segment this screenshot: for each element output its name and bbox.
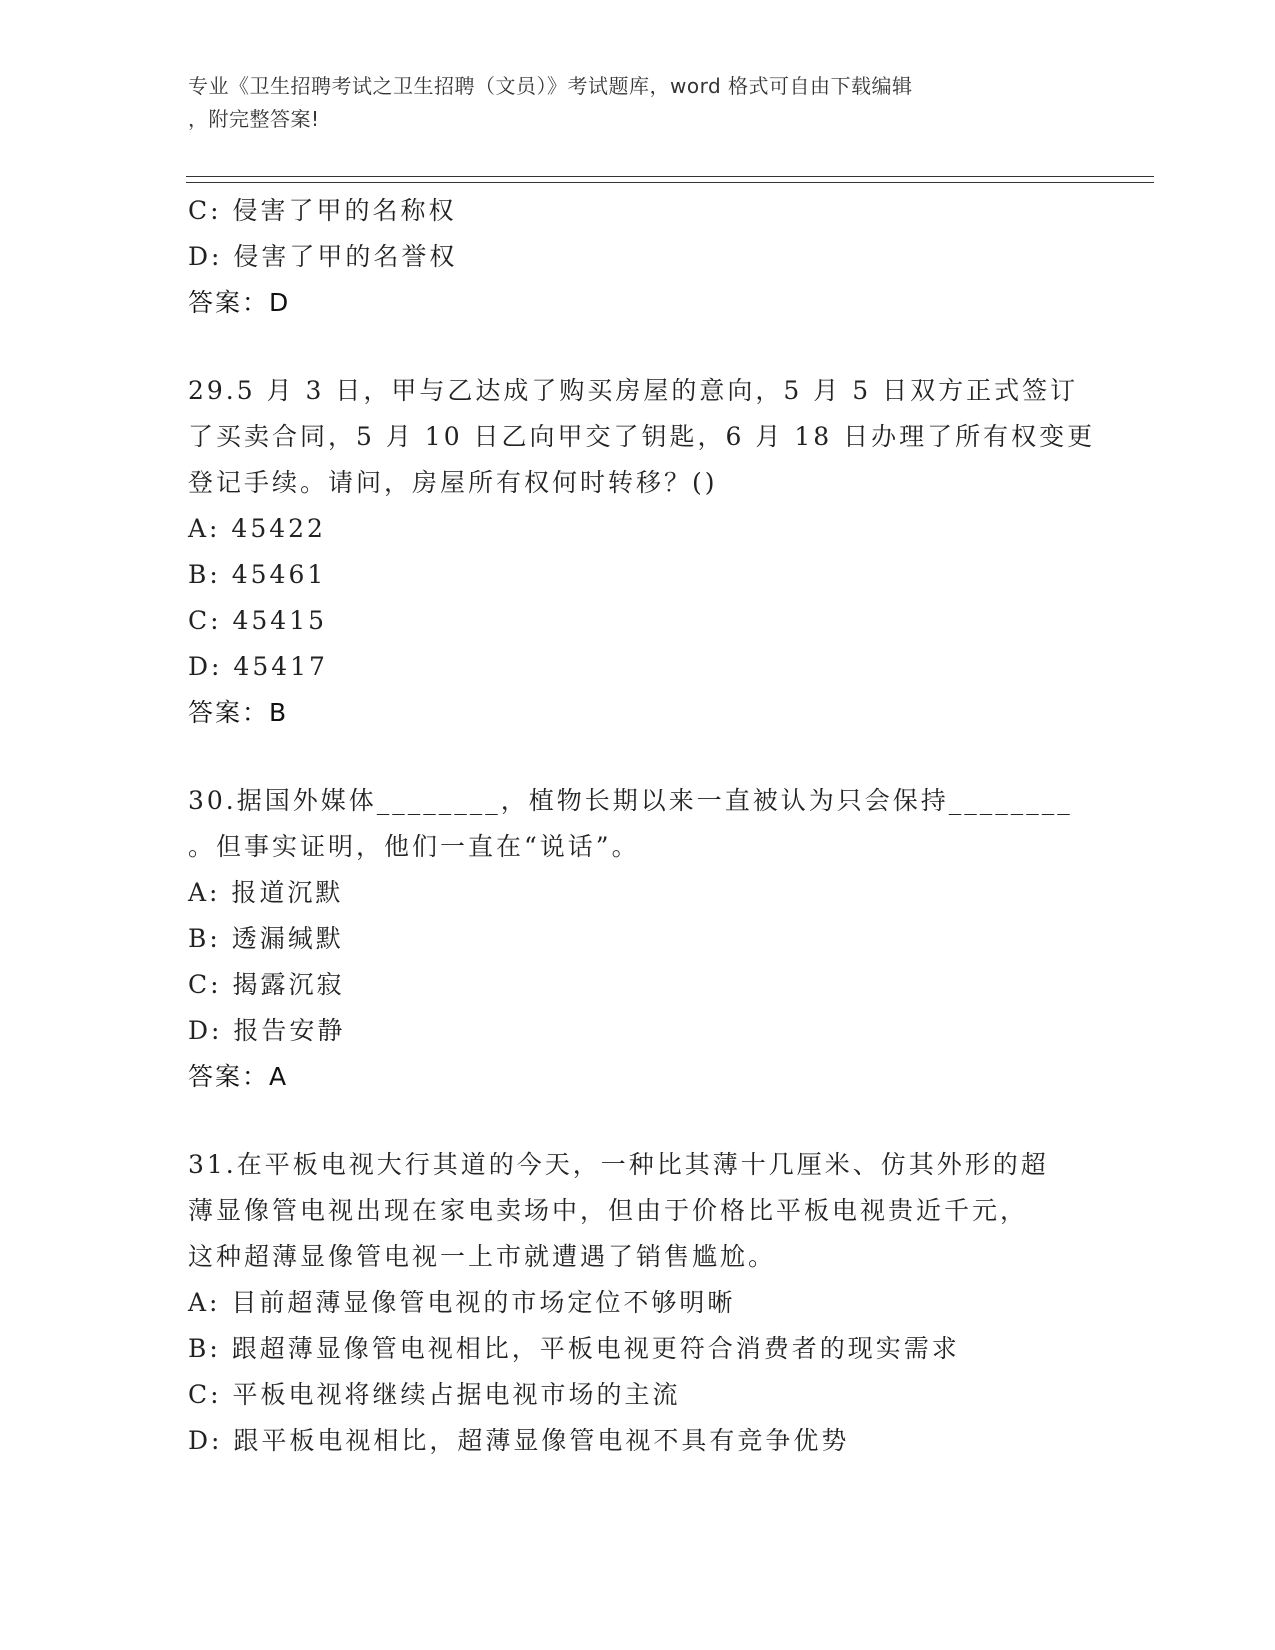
question-text-line: 登记手续。请问，房屋所有权何时转移？() xyxy=(188,468,718,497)
header-rule-top xyxy=(186,176,1154,177)
question-text-line: 29.5 月 3 日，甲与乙达成了购买房屋的意向，5 月 5 日双方正式签订 xyxy=(188,376,1079,405)
question-31 xyxy=(188,1142,1088,1464)
question-text-line: 薄显像管电视出现在家电卖场中，但由于价格比平板电视贵近千元， xyxy=(188,1196,1029,1225)
question-text-line: 30.据国外媒体________，植物长期以来一直被认为只会保持________ xyxy=(188,786,1073,815)
header-rule-bottom xyxy=(186,182,1154,183)
option-c: C: 平板电视将继续占据电视市场的主流 xyxy=(188,1380,681,1409)
spacer xyxy=(188,736,1088,778)
option-c: C: 45415 xyxy=(188,606,328,635)
option-a: A: 45422 xyxy=(188,514,326,543)
previous-question-tail xyxy=(188,188,1088,326)
option-d: D: 跟平板电视相比，超薄显像管电视不具有竞争优势 xyxy=(188,1426,850,1455)
option-b: B: 45461 xyxy=(188,560,327,589)
option-d: D: 侵害了甲的名誉权 xyxy=(188,242,458,271)
question-text-line: 31.在平板电视大行其道的今天，一种比其薄十几厘米、仿其外形的超 xyxy=(188,1150,1049,1179)
question-29 xyxy=(188,368,1096,736)
option-c: C: 侵害了甲的名称权 xyxy=(188,196,457,225)
document-header xyxy=(188,70,1068,136)
answer-label: 答案：B xyxy=(188,698,289,727)
option-d: D: 报告安静 xyxy=(188,1016,346,1045)
option-a: A: 报道沉默 xyxy=(188,878,344,907)
question-text-line: 这种超薄显像管电视一上市就遭遇了销售尴尬。 xyxy=(188,1242,777,1271)
answer-label: 答案：D xyxy=(188,288,291,317)
option-b: B: 透漏缄默 xyxy=(188,924,344,953)
question-text-line: 。但事实证明，他们一直在“说话”。 xyxy=(188,832,640,861)
option-b: B: 跟超薄显像管电视相比，平板电视更符合消费者的现实需求 xyxy=(188,1334,960,1363)
option-c: C: 揭露沉寂 xyxy=(188,970,345,999)
document-body xyxy=(188,188,1096,1464)
spacer xyxy=(188,326,1088,368)
question-text-line: 了买卖合同，5 月 10 日乙向甲交了钥匙，6 月 18 日办理了所有权变更 xyxy=(188,422,1096,451)
header-line-2: ，附完整答案! xyxy=(188,107,320,131)
answer-label: 答案：A xyxy=(188,1062,289,1091)
spacer xyxy=(188,1100,1088,1142)
option-a: A: 目前超薄显像管电视的市场定位不够明晰 xyxy=(188,1288,736,1317)
question-30 xyxy=(188,778,1088,1100)
header-line-1: 专业《卫生招聘考试之卫生招聘（文员）》考试题库，word 格式可自由下载编辑 xyxy=(188,74,913,98)
option-d: D: 45417 xyxy=(188,652,328,681)
